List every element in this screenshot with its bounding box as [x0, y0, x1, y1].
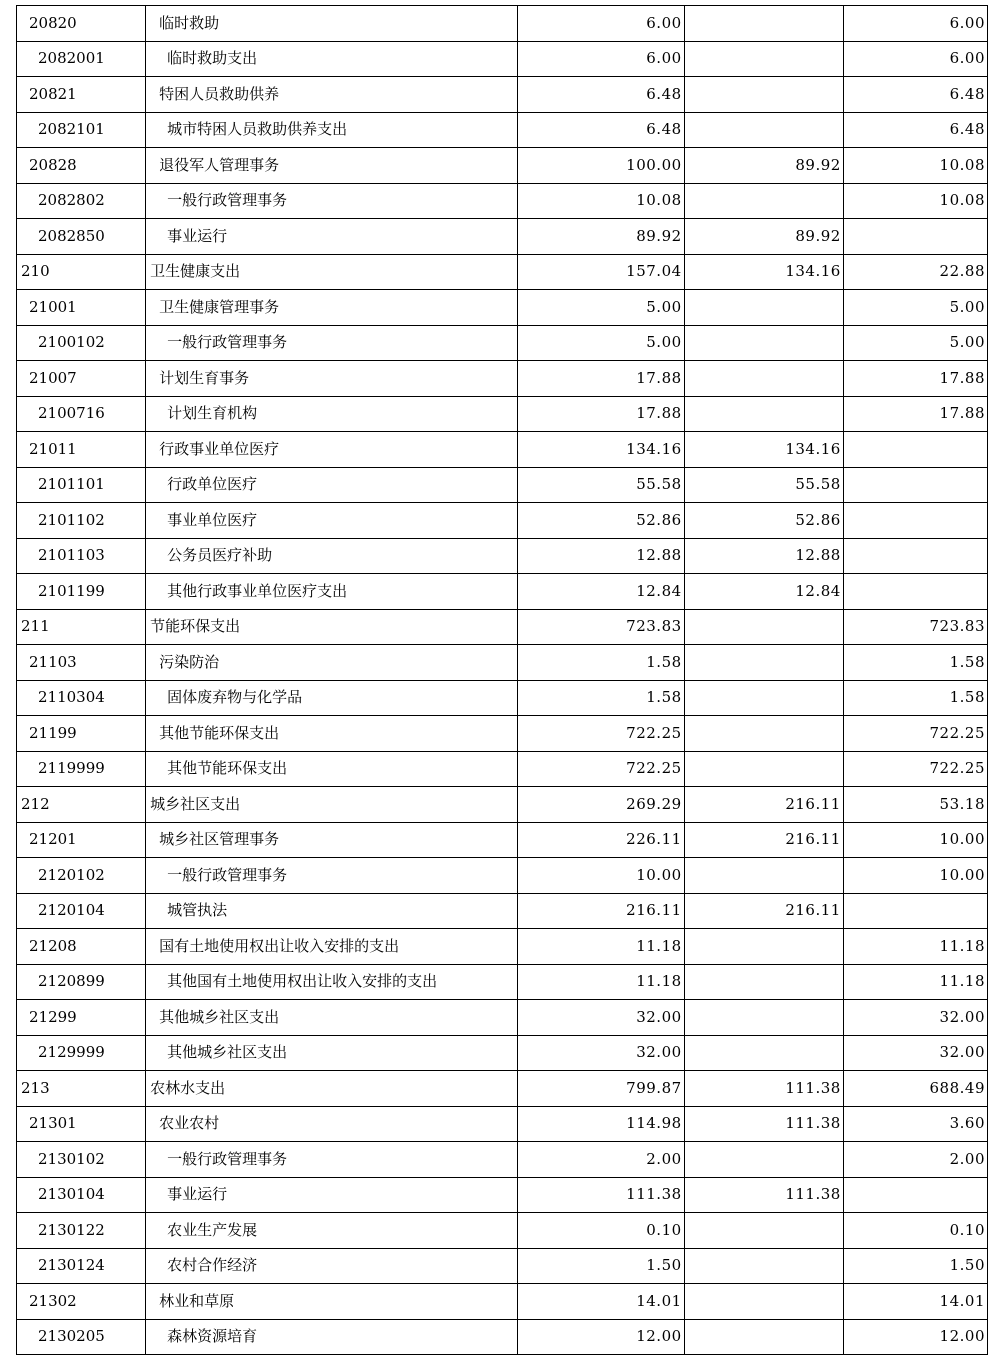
table-row [17, 1000, 988, 1036]
basic-expenditure-cell [684, 1248, 843, 1284]
account-name-cell: 节能环保支出 [146, 609, 517, 645]
basic-expenditure-cell [684, 77, 843, 113]
total-amount-cell: 12.84 [517, 574, 684, 610]
account-name-cell: 其他城乡社区支出 [146, 1035, 517, 1071]
account-code-cell: 2110304 [17, 680, 146, 716]
project-expenditure-cell: 32.00 [843, 1000, 987, 1036]
account-code-cell: 211 [17, 609, 146, 645]
account-name-cell: 事业单位医疗 [146, 503, 517, 539]
account-code-cell: 21199 [17, 716, 146, 752]
basic-expenditure-cell: 134.16 [684, 254, 843, 290]
account-code-cell: 2130102 [17, 1142, 146, 1178]
basic-expenditure-cell: 111.38 [684, 1071, 843, 1107]
basic-expenditure-cell [684, 858, 843, 894]
basic-expenditure-cell [684, 680, 843, 716]
table-row [17, 751, 988, 787]
budget-expenditure-table [16, 5, 988, 1355]
basic-expenditure-cell: 89.92 [684, 219, 843, 255]
total-amount-cell: 1.50 [517, 1248, 684, 1284]
total-amount-cell: 5.00 [517, 290, 684, 326]
project-expenditure-cell [843, 432, 987, 468]
project-expenditure-cell: 722.25 [843, 716, 987, 752]
basic-expenditure-cell [684, 716, 843, 752]
table-row [17, 325, 988, 361]
account-code-cell: 2082802 [17, 183, 146, 219]
account-code-cell: 2082850 [17, 219, 146, 255]
project-expenditure-cell [843, 503, 987, 539]
account-name-cell: 农业农村 [146, 1106, 517, 1142]
total-amount-cell: 0.10 [517, 1213, 684, 1249]
table-row [17, 645, 988, 681]
total-amount-cell: 14.01 [517, 1284, 684, 1320]
table-row [17, 1319, 988, 1355]
account-code-cell: 2082001 [17, 41, 146, 77]
basic-expenditure-cell [684, 1000, 843, 1036]
project-expenditure-cell: 5.00 [843, 325, 987, 361]
table-row [17, 467, 988, 503]
basic-expenditure-cell [684, 396, 843, 432]
project-expenditure-cell [843, 219, 987, 255]
table-row [17, 1142, 988, 1178]
total-amount-cell: 52.86 [517, 503, 684, 539]
account-code-cell: 2119999 [17, 751, 146, 787]
project-expenditure-cell: 12.00 [843, 1319, 987, 1355]
account-code-cell: 20821 [17, 77, 146, 113]
account-code-cell: 2120899 [17, 964, 146, 1000]
total-amount-cell: 216.11 [517, 893, 684, 929]
total-amount-cell: 89.92 [517, 219, 684, 255]
account-name-cell: 计划生育事务 [146, 361, 517, 397]
account-code-cell: 21103 [17, 645, 146, 681]
account-code-cell: 2101101 [17, 467, 146, 503]
basic-expenditure-cell: 111.38 [684, 1106, 843, 1142]
account-code-cell: 2101199 [17, 574, 146, 610]
account-name-cell: 城乡社区支出 [146, 787, 517, 823]
project-expenditure-cell: 1.58 [843, 645, 987, 681]
total-amount-cell: 12.00 [517, 1319, 684, 1355]
project-expenditure-cell [843, 1177, 987, 1213]
project-expenditure-cell: 6.48 [843, 112, 987, 148]
table-row [17, 538, 988, 574]
table-row [17, 112, 988, 148]
account-name-cell: 城管执法 [146, 893, 517, 929]
account-code-cell: 20828 [17, 148, 146, 184]
account-name-cell: 一般行政管理事务 [146, 1142, 517, 1178]
table-row [17, 574, 988, 610]
account-name-cell: 城乡社区管理事务 [146, 822, 517, 858]
basic-expenditure-cell [684, 112, 843, 148]
account-code-cell: 20820 [17, 6, 146, 42]
table-row [17, 1177, 988, 1213]
project-expenditure-cell: 10.08 [843, 148, 987, 184]
table-row [17, 1213, 988, 1249]
table-row [17, 858, 988, 894]
account-name-cell: 一般行政管理事务 [146, 858, 517, 894]
project-expenditure-cell: 17.88 [843, 361, 987, 397]
account-code-cell: 2100716 [17, 396, 146, 432]
project-expenditure-cell: 17.88 [843, 396, 987, 432]
project-expenditure-cell: 11.18 [843, 964, 987, 1000]
project-expenditure-cell [843, 538, 987, 574]
account-code-cell: 212 [17, 787, 146, 823]
table-row [17, 929, 988, 965]
total-amount-cell: 269.29 [517, 787, 684, 823]
table-row [17, 1035, 988, 1071]
project-expenditure-cell: 1.58 [843, 680, 987, 716]
account-name-cell: 事业运行 [146, 1177, 517, 1213]
account-code-cell: 2130104 [17, 1177, 146, 1213]
account-code-cell: 21001 [17, 290, 146, 326]
table-row [17, 716, 988, 752]
total-amount-cell: 32.00 [517, 1000, 684, 1036]
table-row [17, 148, 988, 184]
account-code-cell: 213 [17, 1071, 146, 1107]
project-expenditure-cell: 1.50 [843, 1248, 987, 1284]
table-row [17, 219, 988, 255]
total-amount-cell: 32.00 [517, 1035, 684, 1071]
basic-expenditure-cell: 111.38 [684, 1177, 843, 1213]
table-row [17, 396, 988, 432]
table-row [17, 1106, 988, 1142]
total-amount-cell: 1.58 [517, 645, 684, 681]
account-name-cell: 事业运行 [146, 219, 517, 255]
table-row [17, 787, 988, 823]
account-name-cell: 农村合作经济 [146, 1248, 517, 1284]
account-code-cell: 2100102 [17, 325, 146, 361]
account-code-cell: 21208 [17, 929, 146, 965]
account-name-cell: 临时救助 [146, 6, 517, 42]
total-amount-cell: 17.88 [517, 361, 684, 397]
project-expenditure-cell: 3.60 [843, 1106, 987, 1142]
account-name-cell: 特困人员救助供养 [146, 77, 517, 113]
project-expenditure-cell: 723.83 [843, 609, 987, 645]
table-row [17, 41, 988, 77]
table-row [17, 680, 988, 716]
basic-expenditure-cell: 216.11 [684, 822, 843, 858]
table-row [17, 361, 988, 397]
total-amount-cell: 723.83 [517, 609, 684, 645]
basic-expenditure-cell: 52.86 [684, 503, 843, 539]
account-name-cell: 一般行政管理事务 [146, 183, 517, 219]
basic-expenditure-cell: 12.88 [684, 538, 843, 574]
total-amount-cell: 157.04 [517, 254, 684, 290]
account-name-cell: 其他城乡社区支出 [146, 1000, 517, 1036]
project-expenditure-cell: 10.00 [843, 822, 987, 858]
account-code-cell: 21201 [17, 822, 146, 858]
total-amount-cell: 722.25 [517, 716, 684, 752]
account-code-cell: 2130122 [17, 1213, 146, 1249]
basic-expenditure-cell [684, 929, 843, 965]
account-name-cell: 农林水支出 [146, 1071, 517, 1107]
basic-expenditure-cell [684, 1319, 843, 1355]
basic-expenditure-cell: 216.11 [684, 893, 843, 929]
account-name-cell: 行政事业单位医疗 [146, 432, 517, 468]
project-expenditure-cell: 6.48 [843, 77, 987, 113]
account-code-cell: 2120104 [17, 893, 146, 929]
account-code-cell: 2130124 [17, 1248, 146, 1284]
account-code-cell: 21007 [17, 361, 146, 397]
account-code-cell: 21302 [17, 1284, 146, 1320]
account-name-cell: 国有土地使用权出让收入安排的支出 [146, 929, 517, 965]
total-amount-cell: 226.11 [517, 822, 684, 858]
table-row [17, 822, 988, 858]
project-expenditure-cell: 11.18 [843, 929, 987, 965]
account-name-cell: 林业和草原 [146, 1284, 517, 1320]
account-code-cell: 2130205 [17, 1319, 146, 1355]
basic-expenditure-cell: 216.11 [684, 787, 843, 823]
account-code-cell: 21011 [17, 432, 146, 468]
project-expenditure-cell: 32.00 [843, 1035, 987, 1071]
basic-expenditure-cell [684, 609, 843, 645]
total-amount-cell: 6.48 [517, 77, 684, 113]
project-expenditure-cell [843, 893, 987, 929]
table-row [17, 609, 988, 645]
table-row [17, 77, 988, 113]
table-row [17, 893, 988, 929]
project-expenditure-cell: 6.00 [843, 41, 987, 77]
table-row [17, 254, 988, 290]
account-name-cell: 森林资源培育 [146, 1319, 517, 1355]
account-code-cell: 210 [17, 254, 146, 290]
total-amount-cell: 11.18 [517, 929, 684, 965]
basic-expenditure-cell [684, 361, 843, 397]
total-amount-cell: 799.87 [517, 1071, 684, 1107]
project-expenditure-cell: 2.00 [843, 1142, 987, 1178]
table-row [17, 6, 988, 42]
account-name-cell: 固体废弃物与化学品 [146, 680, 517, 716]
basic-expenditure-cell: 134.16 [684, 432, 843, 468]
project-expenditure-cell: 688.49 [843, 1071, 987, 1107]
account-name-cell: 卫生健康管理事务 [146, 290, 517, 326]
account-name-cell: 污染防治 [146, 645, 517, 681]
table-row [17, 503, 988, 539]
table-row [17, 1071, 988, 1107]
basic-expenditure-cell [684, 290, 843, 326]
total-amount-cell: 10.00 [517, 858, 684, 894]
project-expenditure-cell: 10.08 [843, 183, 987, 219]
total-amount-cell: 17.88 [517, 396, 684, 432]
basic-expenditure-cell [684, 325, 843, 361]
account-name-cell: 行政单位医疗 [146, 467, 517, 503]
basic-expenditure-cell [684, 183, 843, 219]
table-row [17, 964, 988, 1000]
total-amount-cell: 6.48 [517, 112, 684, 148]
account-name-cell: 临时救助支出 [146, 41, 517, 77]
table-row [17, 1248, 988, 1284]
account-code-cell: 2101102 [17, 503, 146, 539]
account-code-cell: 2129999 [17, 1035, 146, 1071]
project-expenditure-cell: 722.25 [843, 751, 987, 787]
account-name-cell: 其他行政事业单位医疗支出 [146, 574, 517, 610]
basic-expenditure-cell [684, 41, 843, 77]
project-expenditure-cell: 53.18 [843, 787, 987, 823]
account-code-cell: 21301 [17, 1106, 146, 1142]
account-name-cell: 退役军人管理事务 [146, 148, 517, 184]
project-expenditure-cell [843, 467, 987, 503]
total-amount-cell: 134.16 [517, 432, 684, 468]
basic-expenditure-cell [684, 645, 843, 681]
account-name-cell: 城市特困人员救助供养支出 [146, 112, 517, 148]
project-expenditure-cell: 14.01 [843, 1284, 987, 1320]
total-amount-cell: 100.00 [517, 148, 684, 184]
account-name-cell: 其他国有土地使用权出让收入安排的支出 [146, 964, 517, 1000]
account-name-cell: 其他节能环保支出 [146, 716, 517, 752]
total-amount-cell: 6.00 [517, 41, 684, 77]
basic-expenditure-cell [684, 1213, 843, 1249]
table-row [17, 290, 988, 326]
total-amount-cell: 55.58 [517, 467, 684, 503]
account-name-cell: 一般行政管理事务 [146, 325, 517, 361]
account-name-cell: 卫生健康支出 [146, 254, 517, 290]
total-amount-cell: 10.08 [517, 183, 684, 219]
account-name-cell: 计划生育机构 [146, 396, 517, 432]
total-amount-cell: 111.38 [517, 1177, 684, 1213]
table-row [17, 432, 988, 468]
basic-expenditure-cell: 89.92 [684, 148, 843, 184]
total-amount-cell: 6.00 [517, 6, 684, 42]
table-row [17, 1284, 988, 1320]
basic-expenditure-cell: 55.58 [684, 467, 843, 503]
project-expenditure-cell: 5.00 [843, 290, 987, 326]
total-amount-cell: 2.00 [517, 1142, 684, 1178]
total-amount-cell: 11.18 [517, 964, 684, 1000]
table-body [17, 6, 988, 1355]
total-amount-cell: 12.88 [517, 538, 684, 574]
account-name-cell: 公务员医疗补助 [146, 538, 517, 574]
project-expenditure-cell: 0.10 [843, 1213, 987, 1249]
project-expenditure-cell: 6.00 [843, 6, 987, 42]
total-amount-cell: 114.98 [517, 1106, 684, 1142]
account-name-cell: 农业生产发展 [146, 1213, 517, 1249]
basic-expenditure-cell [684, 1035, 843, 1071]
account-code-cell: 2082101 [17, 112, 146, 148]
account-code-cell: 2101103 [17, 538, 146, 574]
basic-expenditure-cell: 12.84 [684, 574, 843, 610]
basic-expenditure-cell [684, 6, 843, 42]
basic-expenditure-cell [684, 964, 843, 1000]
basic-expenditure-cell [684, 1284, 843, 1320]
total-amount-cell: 5.00 [517, 325, 684, 361]
project-expenditure-cell: 10.00 [843, 858, 987, 894]
total-amount-cell: 1.58 [517, 680, 684, 716]
project-expenditure-cell: 22.88 [843, 254, 987, 290]
project-expenditure-cell [843, 574, 987, 610]
total-amount-cell: 722.25 [517, 751, 684, 787]
table-row [17, 183, 988, 219]
basic-expenditure-cell [684, 751, 843, 787]
account-code-cell: 21299 [17, 1000, 146, 1036]
account-code-cell: 2120102 [17, 858, 146, 894]
basic-expenditure-cell [684, 1142, 843, 1178]
account-name-cell: 其他节能环保支出 [146, 751, 517, 787]
